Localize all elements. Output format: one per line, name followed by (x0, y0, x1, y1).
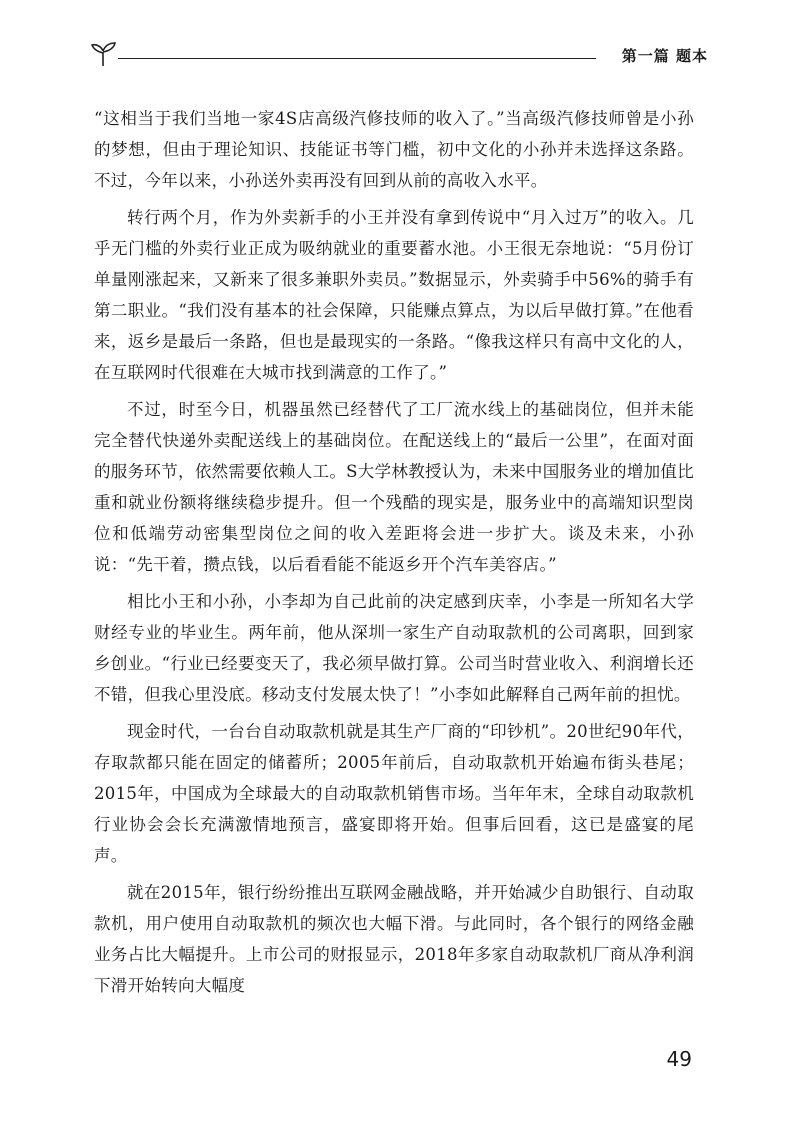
section-title: 第一篇 题本 (621, 47, 708, 65)
paragraph-5: 现金时代，一台台自动取款机就是其生产厂商的“印钞机”。20世纪90年代，存取款都只能在固定的储蓄所；2005年前后，自动取款机开始遍布街头巷尾；2015年，中国成为全球最大的自动取款机销售市场。当年年末，全球自动取款机行业协会会长充满激情地预言，盛宴即将开始。但事后回看，这已是盛宴的尾声。 (94, 722, 694, 865)
body-text (94, 103, 694, 1001)
paragraph-1: “这相当于我们当地一家4S店高级汽修技师的收入了。”当高级汽修技师曾是小孙的梦想，但由于理论知识、技能证书等门槛，初中文化的小孙并未选择这条路。不过，今年以来，小孙送外卖再没有回到从前的高收入水平。 (94, 109, 694, 190)
paragraph-6: 就在2015年，银行纷纷推出互联网金融战略，并开始减少自助银行、自动取款机，用户使用自动取款机的频次也大幅下滑。与此同时，各个银行的网络金融业务占比大幅提升。上市公司的财报显示，2018年多家自动取款机厂商从净利润下滑开始转向大幅度 (94, 883, 694, 995)
header-rule (118, 58, 596, 59)
running-header (88, 36, 708, 70)
paragraph-4: 相比小王和小孙，小李却为自己此前的决定感到庆幸，小李是一所知名大学财经专业的毕业生。两年前，他从深圳一家生产自动取款机的公司离职，回到家乡创业。“行业已经要变天了，我必须早做打算。公司当时营业收入、利润增长还不错，但我心里没底。移动支付发展太快了！”小李如此解释自己两年前的担忧。 (94, 592, 694, 704)
sprout-icon (88, 38, 118, 68)
paragraph-2: 转行两个月，作为外卖新手的小王并没有拿到传说中“月入过万”的收入。几乎无门槛的外卖行业正成为吸纳就业的重要蓄水池。小王很无奈地说：“5月份订单量刚涨起来，又新来了很多兼职外卖员。”数据显示，外卖骑手中56%的骑手有第二职业。“我们没有基本的社会保障，只能赚点算点，为以后早做打算。”在他看来，返乡是最后一条路，但也是最现实的一条路。“像我这样只有高中文化的人，在互联网时代很难在大城市找到满意的工作了。” (94, 208, 694, 382)
page-number: 49 (666, 1047, 692, 1071)
paragraph-3: 不过，时至今日，机器虽然已经替代了工厂流水线上的基础岗位，但并未能完全替代快递外卖配送线上的基础岗位。在配送线上的“最后一公里”，在面对面的服务环节，依然需要依赖人工。S大学林教授认为，未来中国服务业的增加值比重和就业份额将继续稳步提升。但一个残酷的现实是，服务业中的高端知识型岗位和低端劳动密集型岗位之间的收入差距将会进一步扩大。谈及未来，小孙说：“先干着，攒点钱，以后看看能不能返乡开个汽车美容店。” (94, 400, 694, 574)
